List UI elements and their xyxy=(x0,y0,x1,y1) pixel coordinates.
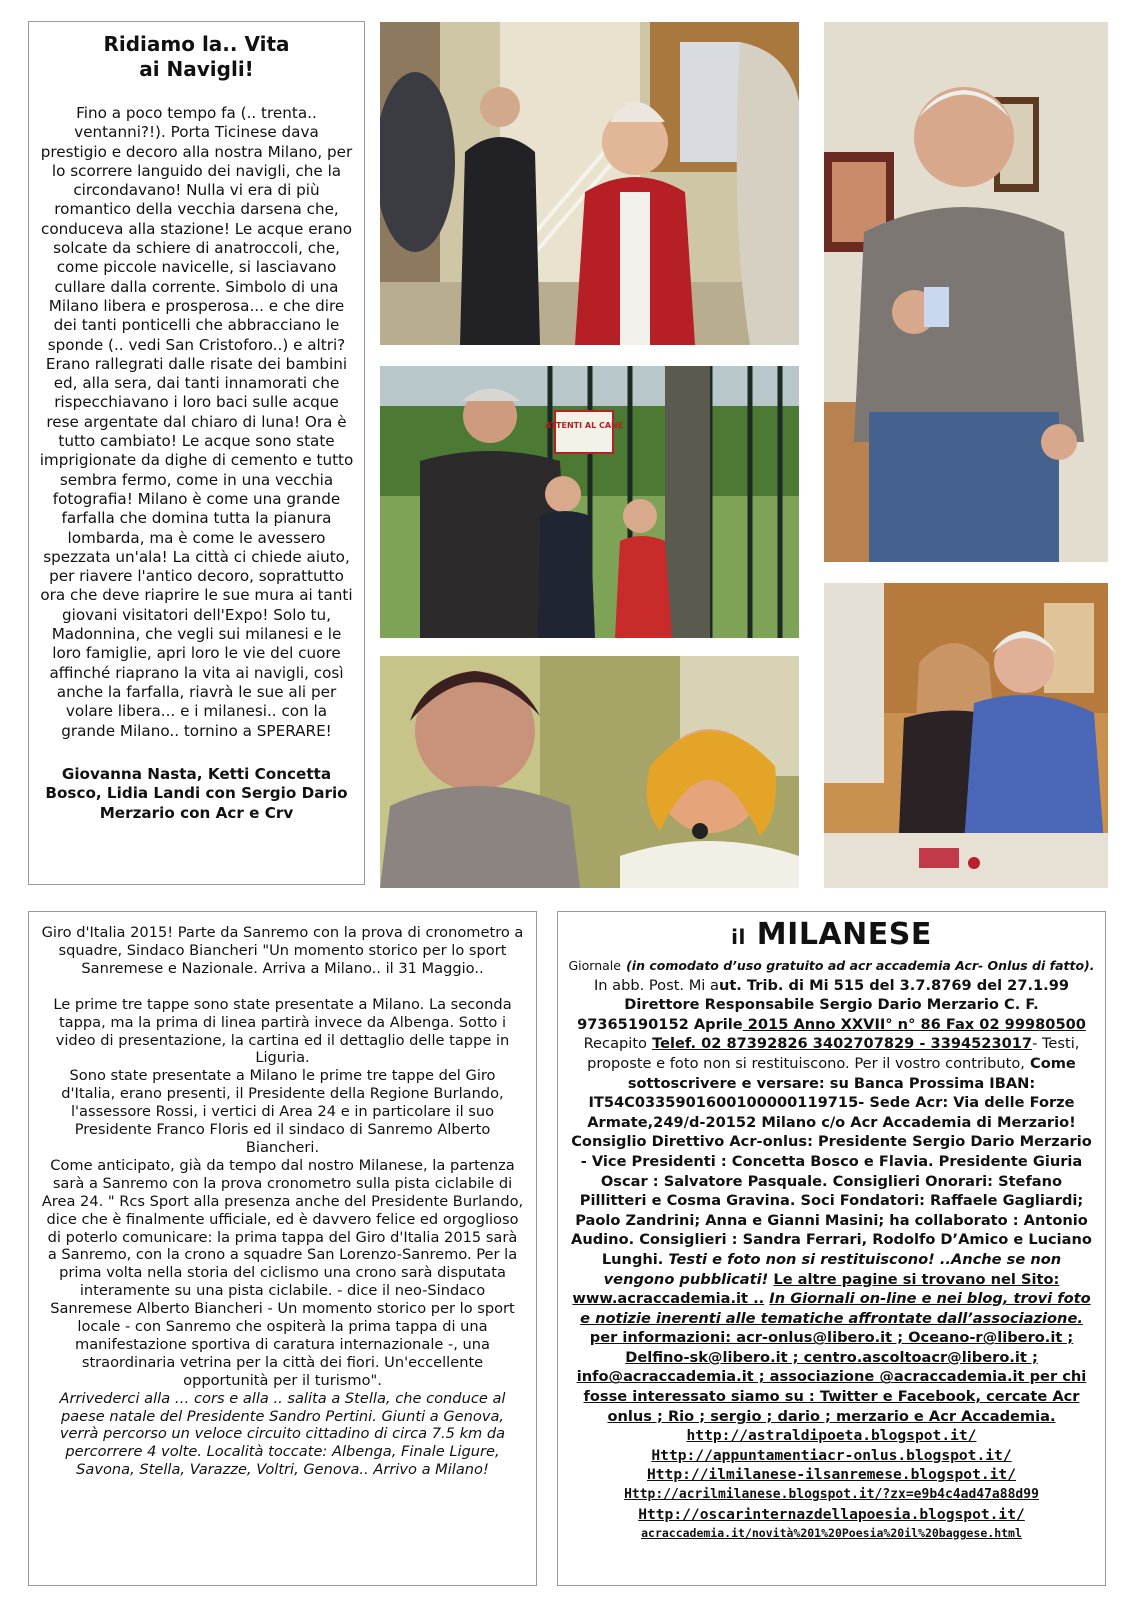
article-title xyxy=(39,32,354,82)
masthead-aut: ut. Trib. di Mi 515 del 3.7.8769 del 27.1.99 Direttore Responsabile Sergio Dario Merzario C. F. 97365190152 Aprile xyxy=(577,976,1070,1033)
masthead-come: Come sottoscrivere e versare: su Banca Prossima IBAN: IT54C0335901600100000119715- Sede Acr: Via delle Forze Armate,249/d-20152 Milano c/o Acr Accademia di Merzario! Consiglio Direttivo Acr-onlus: Presidente Sergio Dario Merzario - Vice Presidenti : Concetta Bosco e Flavia. Presidente Giuria Oscar : Salvatore Pasquale. Consiglieri Onorari: Stefano Pillitteri e Cosma Gravina. Soci Fondatori: Raffaele Gagliardi; Paolo Zandrini; Anna e Gianni Masini; ha collaborato : Antonio Audino. Consiglieri : Sandra Ferrari, Rodolfo D’Amico e Luciano Lunghi. xyxy=(571,1054,1092,1268)
masthead-testi2: Testi e foto non si restituiscono! ..Anche se non vengono pubblicati! xyxy=(603,1250,1062,1288)
masthead-recapito: Recapito xyxy=(583,1035,647,1053)
photo-women-at-table xyxy=(824,583,1108,888)
giro-paragraph-3: Come anticipato, già da tempo dal nostro Milanese, la partenza sarà a Sanremo con la prova cronometro sulla pista ciclabile di Area 24. " Rcs Sport alla presenza anche del Presidente Burlando, dice che è finalmente ufficiale, ed è davvero felice ed orgoglioso di poterlo comunicare: la prima tappa del Giro d'Italia 2015 sarà a Sanremo, con la crono a squadre San Lorenzo-Sanremo. Per la prima volta nella storia del ciclismo una crono sarà disputata interamente su una pista ciclabile. - dice il neo-Sindaco Sanremese Alberto Biancheri - Un momento storico per lo sport locale - con Sanremo che ospiterà la prima tappa di una manifestazione sportiva di caratura internazionale -, una straordinaria vetrina per la città dei fiori. Un'eccellente opportunità per il turismo". xyxy=(41,1156,524,1389)
masthead-box xyxy=(557,911,1106,1586)
masthead-anno: 2015 Anno XXVII° n° 86 Fax 02 99980500 xyxy=(742,1015,1086,1033)
link-acraccademia-poesia[interactable]: acraccademia.it/novità%201%20Poesia%20il%20baggese.html xyxy=(641,1526,1022,1541)
masthead-altre: Le altre pagine si trovano nel Sito: www.acraccademia.it .. xyxy=(572,1270,1060,1308)
masthead-body xyxy=(568,956,1095,1544)
article-authors: Giovanna Nasta, Ketti Concetta Bosco, Lidia Landi con Sergio Dario Merzario con Acr e Crv xyxy=(45,764,348,822)
masthead-comodato: (in comodato d’uso gratuito ad acr accademia Acr- Onlus di fatto). xyxy=(626,958,1095,973)
link-ilmilanese[interactable]: Http://ilmilanese-ilsanremese.blogspot.it/ xyxy=(646,1466,1017,1484)
masthead-title xyxy=(568,918,1095,954)
masthead-giornali: In Giornali on-line e nei blog, trovi foto e notizie inerenti alle tematiche affrontate dall’associazione. xyxy=(580,1290,1091,1327)
giro-paragraph-1: Le prime tre tappe sono state presentate a Milano. La seconda tappa, ma la prima di linea partirà invece da Albenga. Sotto i video di presentazione, la cartina ed il dettaglio delle tappe in Liguria. xyxy=(53,995,512,1067)
masthead-title-main: MILANESE xyxy=(756,917,932,952)
masthead-telef: Telef. 02 87392826 3402707829 - 3394523017 xyxy=(652,1035,1033,1053)
photo-group-indoors xyxy=(380,22,799,345)
giro-intro: Giro d'Italia 2015! Parte da Sanremo con la prova di cronometro a squadre, Sindaco Biancheri "Un momento storico per lo sport Sanremese e Nazionale. Arriva a Milano.. il 31 Maggio.. xyxy=(41,924,524,977)
link-oscar[interactable]: Http://oscarinternazdellapoesia.blogspot.it/ xyxy=(638,1505,1025,1523)
giro-paragraph-2: Sono state presentate a Milano le prime tre tappe del Giro d'Italia, erano presenti, il Presidente della Regione Burlando, l'assessore Rossi, i vertici di Area 24 e in particolare il suo Presidente Franco Floris ed il sindaco di Sanremo Alberto Biancheri. xyxy=(61,1067,504,1156)
link-acrilmilanese[interactable]: Http://acrilmilanese.blogspot.it/?zx=e9b4c4ad47a88d99 xyxy=(624,1487,1039,1503)
article-body: Fino a poco tempo fa (.. trenta.. ventanni?!). Porta Ticinese dava prestigio e decoro alla nostra Milano, per lo scorrere languido dei navigli, che la circondavano! Nulla vi era di più romantico della vecchia darsena che, conduceva alla stazione! Le acque erano solcate da schiere di anatroccoli, che, come piccole navicelle, si lasciavano cullare dalla corrente. Simbolo di una Milano libera e prosperosa... e che dire dei tanti ponticelli che abbracciano le sponde (.. vedi San Cristoforo..) e altri? Erano rallegrati dalle risate dei bambini ed, alla sera, dai tanti innamorati che rispecchiavano i loro baci sulle acque rese argentate dal chiaro di luna! Ora è tutto cambiato! Le acque sono state imprigionate da dighe di cemento e tutto sembra fermo, come in una vecchia fotografia! Milano è come una grande farfalla che domina tutta la pianura lombarda, ma è come le avessero spezzata un'ala! La città ci chiede aiuto, per riavere l'antico decoro, soprattutto ora che deve riaprire le sue mura ai tanti giovani visitatori dell'Expo! Solo tu, Madonnina, che vegli sui milanesi e le loro famiglie, apri loro le vie del cuore affinché riaprano la vita ai navigli, così anche la farfalla, riavrà le sue ali per volare libera... e i milanesi.. con la grande Milano.. tornino a SPERARE! xyxy=(39,104,354,740)
giro-article-box xyxy=(28,911,537,1586)
masthead-info: per informazioni: acr-onlus@libero.it ; Oceano-r@libero.it ; Delfino-sk@libero.it ; centro.ascoltoacr@libero.it ; info@acraccademia.it ; associazione @acraccademia.it per chi fosse interessato siamo su : Twitter e Facebook, cercate Acr onlus ; Rio ; sergio ; dario ; merzario e Acr Accademia. xyxy=(576,1329,1087,1425)
giro-paragraph-4: Arrivederci alla … cors e alla .. salita a Stella, che conduce al paese natale del Presidente Sandro Pertini. Giunti a Genova, verrà percorso un veloce circuito cittadino di circa 7.5 km da percorrere 4 volte. Località toccate: Albenga, Finale Ligure, Savona, Stella, Varazze, Voltri, Genova.. Arrivo a Milano! xyxy=(59,1389,506,1479)
masthead-giornale: Giornale xyxy=(568,958,621,973)
link-appuntamenti[interactable]: Http://appuntamentiacr-onlus.blogspot.it/ xyxy=(651,1446,1012,1464)
article-title-line1: Ridiamo la.. Vita xyxy=(103,32,290,56)
photo-man-with-children xyxy=(380,366,799,638)
masthead-testi: - Testi, proposte e foto non si restituiscono. Per il vostro contributo, xyxy=(587,1035,1080,1072)
masthead-title-prefix: il xyxy=(731,925,746,949)
sign-text: ATTENTI AL CANE xyxy=(544,421,624,430)
article-box xyxy=(28,21,365,885)
photo-two-women xyxy=(380,656,799,888)
article-title-line2: ai Navigli! xyxy=(139,57,254,81)
photo-man-grey-sweater xyxy=(824,22,1108,562)
masthead-abb: In abb. Post. Mi a xyxy=(593,976,719,994)
link-astraldipoeta[interactable]: http://astraldipoeta.blogspot.it/ xyxy=(686,1427,977,1445)
